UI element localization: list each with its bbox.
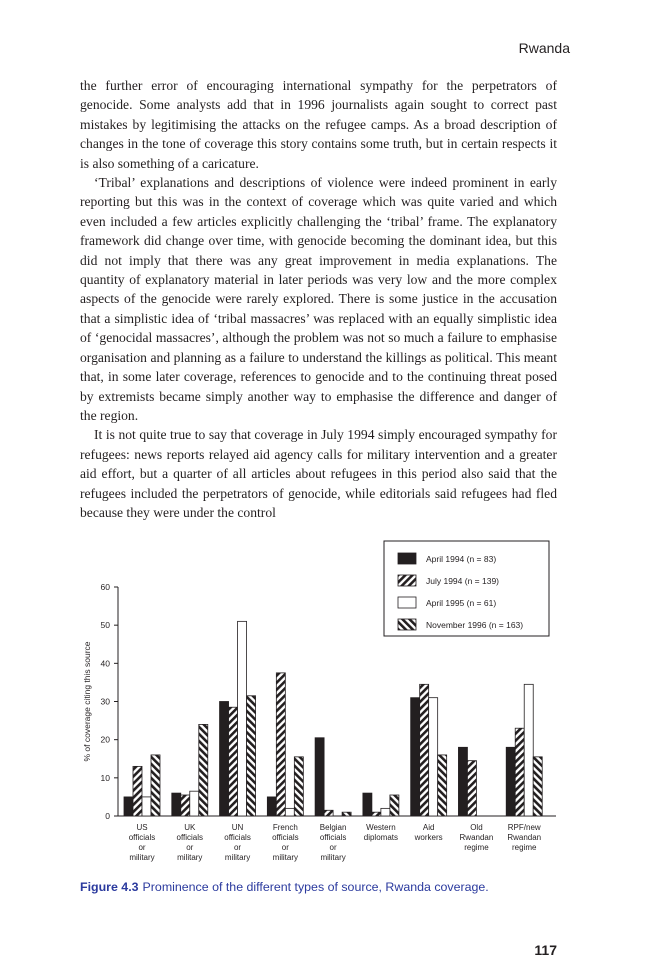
bar bbox=[429, 698, 438, 816]
x-tick-label: RPF/new bbox=[507, 823, 541, 832]
bar bbox=[247, 696, 256, 816]
y-axis-label: % of coverage citing this source bbox=[82, 641, 92, 762]
y-tick-label: 10 bbox=[100, 772, 110, 783]
x-tick-label: officials bbox=[319, 833, 347, 842]
running-head: Rwanda bbox=[518, 40, 570, 56]
bar bbox=[411, 698, 420, 816]
x-tick-label: or bbox=[186, 843, 194, 852]
y-tick-label: 20 bbox=[100, 734, 110, 745]
bar bbox=[324, 810, 333, 816]
x-tick-label: military bbox=[320, 853, 346, 862]
x-tick-label: UK bbox=[184, 823, 196, 832]
x-tick-label: Aid bbox=[422, 823, 435, 832]
y-tick-label: 40 bbox=[100, 658, 110, 669]
paragraph-2: ‘Tribal’ explanations and descriptions of violence were indeed prominent in early reporting but this was in the context of coverage which was quite varied and which even included a few articles explicitly challenging the ‘tribal’ frame. The explanatory framework did change over time, with genocide becoming the dominant idea, but this did not imply that there was any great improvement in media explanations. The quantity of explanatory material in later periods was very low and the more complex aspects of the genocide were rarely explored. There is some justice in the accusation that a simplistic idea of ‘tribal massacres’ was replaced with an equally simplistic idea of ‘genocidal massacres’, although the problem was not so much a failure to emphasise organisation and planning as a failure to understand the killings as political. This meant that, in some later coverage, references to genocide and to the continuing threat posed by extremists became simply another way to emphasise the difference and danger of the region. bbox=[80, 175, 557, 423]
bar bbox=[467, 761, 476, 816]
legend-swatch bbox=[398, 575, 416, 586]
x-tick-label: officials bbox=[272, 833, 299, 842]
bar bbox=[381, 808, 390, 816]
x-tick-label: or bbox=[281, 843, 289, 852]
bar bbox=[315, 738, 324, 816]
x-tick-label: officials bbox=[224, 833, 251, 842]
x-tick-label: UN bbox=[231, 823, 244, 832]
x-tick-label: military bbox=[224, 853, 251, 862]
paragraph-3: It is not quite true to say that coverage in July 1994 simply encouraged sympathy for refugees: news reports relayed aid agency calls for military intervention and a greater aid effort, but a quarter of all articles about refugees in this period also said that the refugees included the perpetrators of genocide, while editorials said refugees had fled because they were under the control bbox=[80, 427, 557, 520]
legend-entry: April 1994 (n = 83) bbox=[426, 554, 497, 564]
bar bbox=[285, 808, 294, 816]
y-tick-label: 60 bbox=[100, 582, 110, 592]
x-tick-label: officials bbox=[128, 833, 156, 842]
bar bbox=[238, 621, 247, 816]
x-tick-label: or bbox=[138, 843, 146, 852]
bar bbox=[390, 795, 399, 816]
bar bbox=[229, 707, 238, 816]
x-tick-label: Western bbox=[366, 823, 396, 832]
bar bbox=[124, 797, 133, 816]
x-tick-label: Belgian bbox=[319, 823, 347, 832]
x-tick-label: military bbox=[129, 853, 155, 862]
x-tick-label: Old bbox=[470, 823, 483, 832]
x-tick-label: diplomats bbox=[363, 833, 399, 842]
bar bbox=[142, 797, 151, 816]
x-tick-label: officials bbox=[176, 833, 204, 842]
bar bbox=[294, 757, 303, 816]
figure-label: Figure 4.3 bbox=[80, 880, 139, 894]
x-tick-label: French bbox=[272, 823, 298, 832]
body-text bbox=[80, 76, 557, 522]
page-number: 117 bbox=[534, 942, 557, 958]
bar bbox=[420, 684, 429, 816]
y-tick-label: 0 bbox=[105, 811, 110, 821]
bar bbox=[151, 755, 160, 816]
figure-caption bbox=[80, 880, 560, 894]
legend-entry: April 1995 (n = 61) bbox=[426, 598, 497, 608]
bar bbox=[172, 793, 181, 816]
bar bbox=[133, 766, 142, 816]
bar bbox=[199, 724, 208, 816]
paragraph-1: the further error of encouraging international sympathy for the perpetrators of genocide. Some analysts add that in 1996 journalists again sought to correct past mistakes by legitimising the attacks on the refugee camps. As a broad description of changes in the tone of coverage this story contains some truth, but in certain respects it is also something of a caricature. bbox=[80, 78, 557, 171]
bar-chart bbox=[76, 535, 576, 875]
bar bbox=[515, 728, 524, 816]
bar bbox=[220, 702, 229, 817]
legend-entry: November 1996 (n = 163) bbox=[426, 620, 524, 630]
bar bbox=[190, 791, 199, 816]
x-tick-label: military bbox=[177, 853, 203, 862]
legend-swatch bbox=[398, 553, 416, 564]
bar bbox=[363, 793, 372, 816]
bar bbox=[438, 755, 447, 816]
y-tick-label: 30 bbox=[100, 696, 110, 707]
x-tick-label: Rwandan bbox=[507, 833, 542, 842]
bar bbox=[506, 747, 515, 816]
x-tick-label: or bbox=[329, 843, 337, 852]
legend-swatch bbox=[398, 619, 416, 630]
bar bbox=[181, 795, 190, 816]
figure-4-3 bbox=[76, 535, 576, 875]
x-tick-label: military bbox=[272, 853, 299, 862]
y-tick-label: 50 bbox=[100, 620, 110, 631]
x-tick-label: regime bbox=[464, 843, 489, 852]
bar bbox=[372, 812, 381, 816]
x-tick-label: US bbox=[136, 823, 148, 832]
bar bbox=[524, 684, 533, 816]
x-tick-label: or bbox=[233, 843, 242, 852]
legend-swatch bbox=[398, 597, 416, 608]
x-tick-label: Rwandan bbox=[459, 833, 494, 842]
figure-caption-text: Prominence of the different types of source, Rwanda coverage. bbox=[142, 880, 489, 894]
bar bbox=[458, 747, 467, 816]
x-tick-label: workers bbox=[414, 833, 443, 842]
bar bbox=[276, 673, 285, 816]
bar bbox=[342, 812, 351, 816]
bar bbox=[267, 797, 276, 816]
bar bbox=[533, 757, 542, 816]
legend-entry: July 1994 (n = 139) bbox=[426, 576, 500, 586]
x-tick-label: regime bbox=[511, 843, 537, 852]
